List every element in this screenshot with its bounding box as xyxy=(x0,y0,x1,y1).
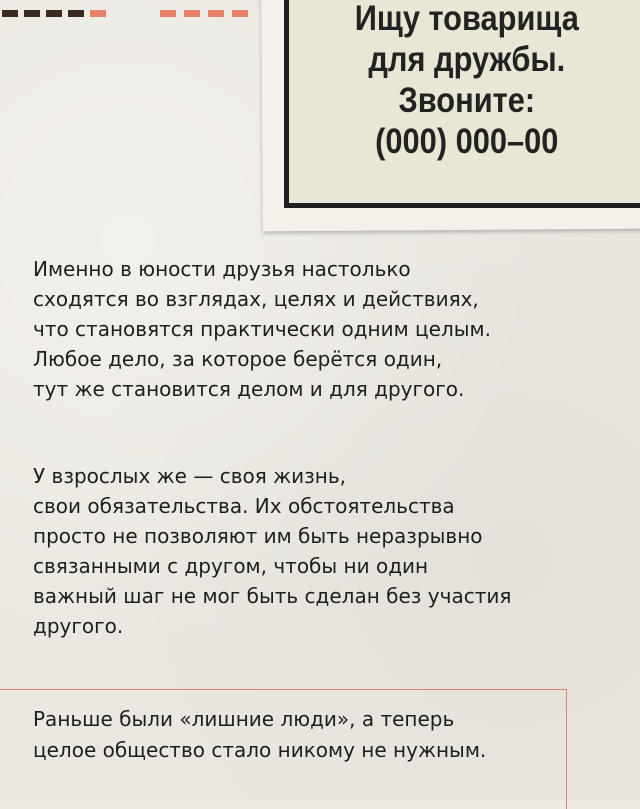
ad-line-3: Звоните: xyxy=(398,81,536,120)
dash-mark xyxy=(232,10,248,17)
dash-mark xyxy=(2,10,18,17)
dash-mark xyxy=(90,10,106,17)
dash-mark xyxy=(208,10,224,17)
ad-line-2: для дружбы. xyxy=(368,40,566,79)
dash-mark xyxy=(24,10,40,17)
dash-mark xyxy=(68,10,84,17)
classified-ad-text xyxy=(326,0,608,162)
dash-mark xyxy=(160,10,176,17)
decorative-dashes-salmon xyxy=(160,10,248,17)
ad-line-4: (000) 000–00 xyxy=(375,122,559,161)
paragraph-youth-friendship: Именно в юности друзья настолько сходятся во взглядах, целях и действиях, что становятся практически одним целым. Любое дело, за которое берётся один, тут же становится делом и для другого. xyxy=(33,257,491,401)
decorative-dashes-dark xyxy=(2,10,106,17)
paragraph-adult-life: У взрослых же — своя жизнь, свои обязательства. Их обстоятельства просто не позволяют им быть неразрывно связанными с другом, чтобы ни один важный шаг не мог быть сделан без участия другого. xyxy=(33,464,512,638)
dash-mark xyxy=(46,10,62,17)
ad-line-1: Ищу товарища xyxy=(354,0,579,38)
dash-mark xyxy=(184,10,200,17)
closing-quote: Раньше были «лишние люди», а теперь целое общество стало никому не нужным. xyxy=(33,707,487,762)
